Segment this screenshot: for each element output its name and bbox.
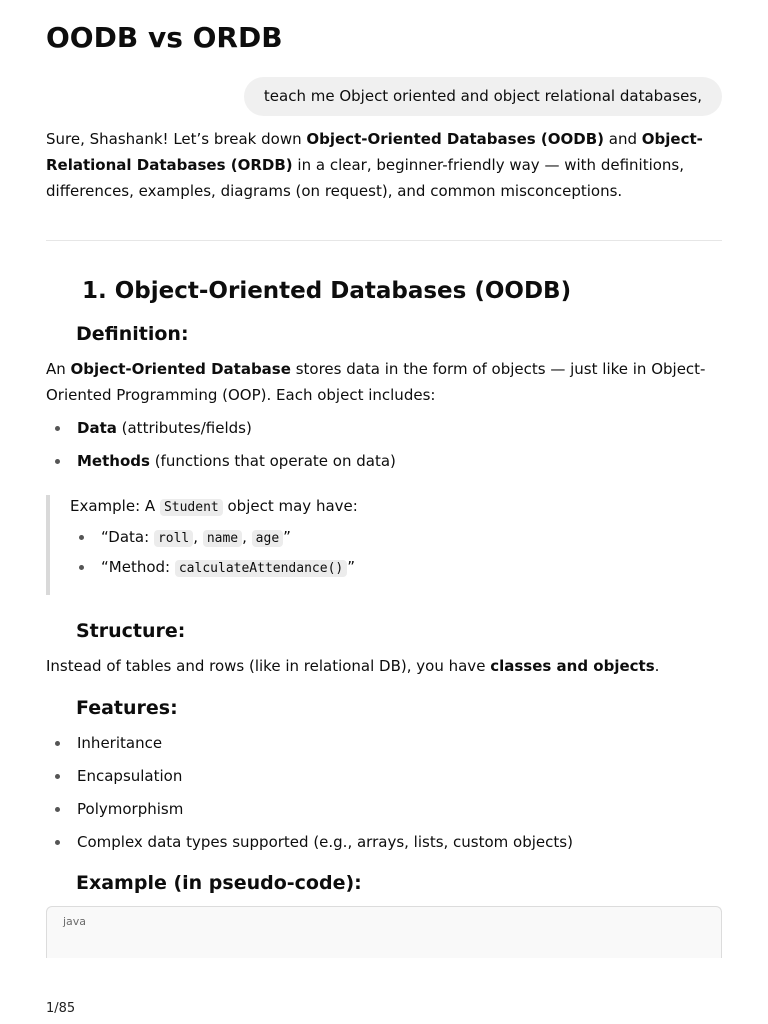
structure-heading: Structure: bbox=[76, 620, 186, 642]
code-language-label: java bbox=[63, 915, 87, 928]
section-heading-oodb: 1. Object-Oriented Databases (OODB) bbox=[82, 278, 572, 304]
structure-text: Instead of tables and rows (like in relational DB), you have bbox=[46, 657, 491, 675]
list-item-text: ” bbox=[283, 528, 291, 546]
definition-text: stores data in the form of objects — just like in Object-Oriented Programming (OOP). Each object includes: bbox=[46, 360, 706, 404]
structure-bold: classes and objects bbox=[490, 657, 655, 675]
list-item-bold: Data bbox=[77, 419, 117, 437]
inline-code: name bbox=[203, 530, 242, 547]
list-item-text: (attributes/fields) bbox=[116, 419, 252, 437]
list-item: Inheritance bbox=[46, 728, 573, 761]
list-item: Polymorphism bbox=[46, 794, 573, 827]
example-code-heading: Example (in pseudo-code): bbox=[76, 872, 362, 894]
example-text: Example: A bbox=[70, 497, 160, 515]
list-item bbox=[46, 446, 396, 479]
intro-bold-oodb: Object-Oriented Databases (OODB) bbox=[306, 130, 604, 148]
user-message-bubble: teach me Object oriented and object relational databases, bbox=[244, 77, 722, 116]
intro-text: Sure, Shashank! Let’s break down bbox=[46, 130, 307, 148]
list-item-text: (functions that operate on data) bbox=[149, 452, 396, 470]
code-block bbox=[46, 906, 722, 958]
intro-text: and bbox=[604, 130, 642, 148]
features-heading: Features: bbox=[76, 697, 178, 719]
list-item-text: ” bbox=[347, 558, 356, 576]
list-item: Complex data types supported (e.g., arrays, lists, custom objects) bbox=[46, 827, 573, 860]
definition-bold: Object-Oriented Database bbox=[70, 360, 291, 378]
inline-code: age bbox=[252, 530, 283, 547]
example-list bbox=[70, 523, 355, 583]
page-number: 1/85 bbox=[46, 1001, 76, 1016]
list-item-text: “Method: bbox=[101, 558, 175, 576]
list-item bbox=[46, 413, 396, 446]
list-item: Encapsulation bbox=[46, 761, 573, 794]
structure-text: . bbox=[654, 657, 660, 675]
list-item bbox=[70, 523, 355, 553]
features-list bbox=[46, 728, 573, 860]
definition-paragraph bbox=[46, 356, 722, 408]
intro-bold-ordb: Object-Relational Databases (ORDB) bbox=[46, 130, 703, 174]
object-includes-list bbox=[46, 413, 396, 479]
definition-text: An bbox=[46, 360, 71, 378]
inline-code: roll bbox=[154, 530, 193, 547]
example-intro bbox=[70, 495, 358, 519]
inline-code: calculateAttendance() bbox=[175, 560, 347, 577]
structure-paragraph bbox=[46, 653, 722, 679]
inline-code: Student bbox=[160, 499, 223, 516]
separator: , bbox=[193, 528, 203, 546]
intro-text: in a clear, beginner-friendly way — with definitions, differences, examples, diagrams (on request), and common misconceptions. bbox=[46, 156, 685, 200]
section-divider bbox=[46, 240, 722, 241]
example-text: object may have: bbox=[222, 497, 358, 515]
page-title: OODB vs ORDB bbox=[46, 21, 283, 54]
intro-paragraph bbox=[46, 126, 722, 204]
definition-heading: Definition: bbox=[76, 323, 189, 345]
example-blockquote bbox=[46, 495, 726, 595]
list-item bbox=[70, 553, 355, 583]
list-item-text: “Data: bbox=[101, 528, 154, 546]
separator: , bbox=[242, 528, 252, 546]
list-item-bold: Methods bbox=[77, 452, 150, 470]
